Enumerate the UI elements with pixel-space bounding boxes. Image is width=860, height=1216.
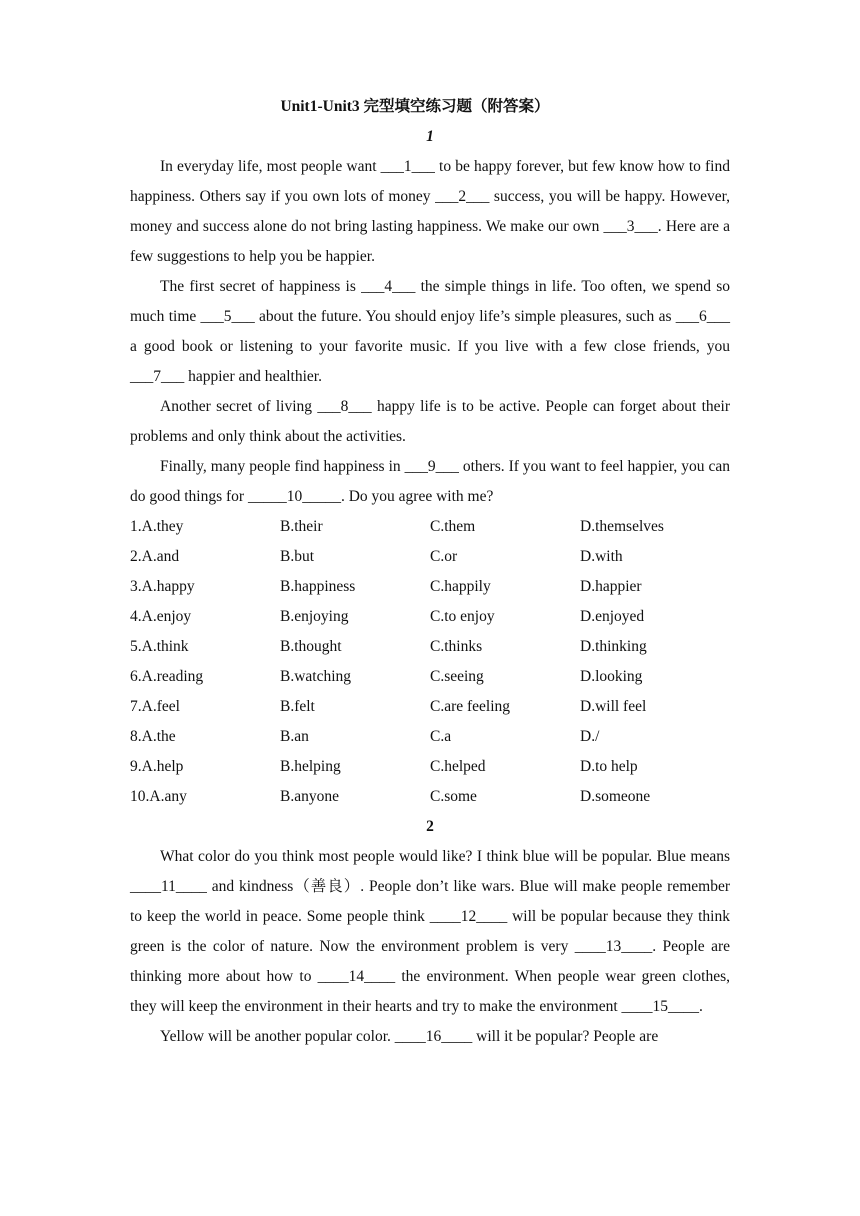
option-b: B.an [280,728,309,745]
option-row-9 [130,752,730,782]
option-b: B.their [280,518,323,535]
option-c: C.a [430,728,452,745]
passage-1-paragraph-2: The first secret of happiness is ___4___ the simple things in life. Too often, we spend so much time ___5___ about the future. You should enjoy life’s simple pleasures, such as ___6___ a good book or listening to your favorite music. If you live with a few close friends, you ___7___ happier and healthier. [130,278,730,385]
option-a: 4.A.enjoy [130,608,192,625]
option-c: C.helped [430,758,486,775]
option-c: C.to enjoy [430,608,495,625]
passage-1-paragraph-3: Another secret of living ___8___ happy life is to be active. People can forget about their problems and only think about the activities. [130,398,730,445]
option-a: 3.A.happy [130,578,195,595]
option-d: D.with [580,548,623,565]
option-row-8 [130,722,730,752]
option-row-10 [130,782,730,812]
options-list [130,512,730,812]
option-b: B.felt [280,698,315,715]
option-b: B.watching [280,668,352,685]
option-c: C.are feeling [430,698,511,715]
option-a: 6.A.reading [130,668,204,685]
option-c: C.thinks [430,638,483,655]
option-b: B.enjoying [280,608,349,625]
section-2-number: 2 [426,818,434,835]
option-row-5 [130,632,730,662]
option-b: B.helping [280,758,341,775]
option-row-4 [130,602,730,632]
option-d: D.someone [580,788,651,805]
option-row-6 [130,662,730,692]
option-a: 10.A.any [130,788,187,805]
option-c: C.or [430,548,458,565]
passage-1-paragraph-4: Finally, many people find happiness in ___9___ others. If you want to feel happier, you can do good things for _____10_____. Do you agree with me? [130,458,730,505]
option-d: D.thinking [580,638,647,655]
document-page [130,92,730,1052]
option-d: D.to help [580,758,638,775]
option-a: 9.A.help [130,758,184,775]
option-b: B.but [280,548,315,565]
option-b: B.anyone [280,788,339,805]
option-d: D.will feel [580,698,647,715]
passage-2-paragraph-1: What color do you think most people would like? I think blue will be popular. Blue means ____11____ and kindness（善良）. People don’t like wars. Blue will make people remember to keep the world in peace. Some people think ____12____ will be popular because they think green is the color of nature. Now the environment problem is very ____13____. People are thinking more about how to ____14____ the environment. When people wear green clothes, they will keep the environment in their hearts and try to make the environment ____15____. [130,848,730,1015]
option-row-7 [130,692,730,722]
option-d: D.looking [580,668,643,685]
section-1-number: 1 [426,128,434,145]
option-row-1 [130,512,730,542]
option-c: C.happily [430,578,491,595]
option-d: D./ [580,728,600,745]
option-a: 7.A.feel [130,698,180,715]
option-b: B.happiness [280,578,356,595]
option-row-2 [130,542,730,572]
option-a: 8.A.the [130,728,176,745]
passage-1-paragraph-1: In everyday life, most people want ___1___ to be happy forever, but few know how to find happiness. Others say if you own lots of money ___2___ success, you will be happy. However, money and success alone do not bring lasting happiness. We make our own ___3___. Here are a few suggestions to help you be happier. [130,158,730,265]
option-d: D.happier [580,578,642,595]
option-c: C.them [430,518,476,535]
option-row-3 [130,572,730,602]
option-a: 2.A.and [130,548,180,565]
option-a: 1.A.they [130,518,184,535]
option-c: C.some [430,788,477,805]
option-c: C.seeing [430,668,484,685]
option-a: 5.A.think [130,638,189,655]
option-d: D.enjoyed [580,608,645,625]
option-b: B.thought [280,638,342,655]
option-d: D.themselves [580,518,664,535]
passage-2-paragraph-2: Yellow will be another popular color. ____16____ will it be popular? People are [160,1028,659,1045]
document-title: Unit1-Unit3 完型填空练习题（附答案） [280,98,550,115]
